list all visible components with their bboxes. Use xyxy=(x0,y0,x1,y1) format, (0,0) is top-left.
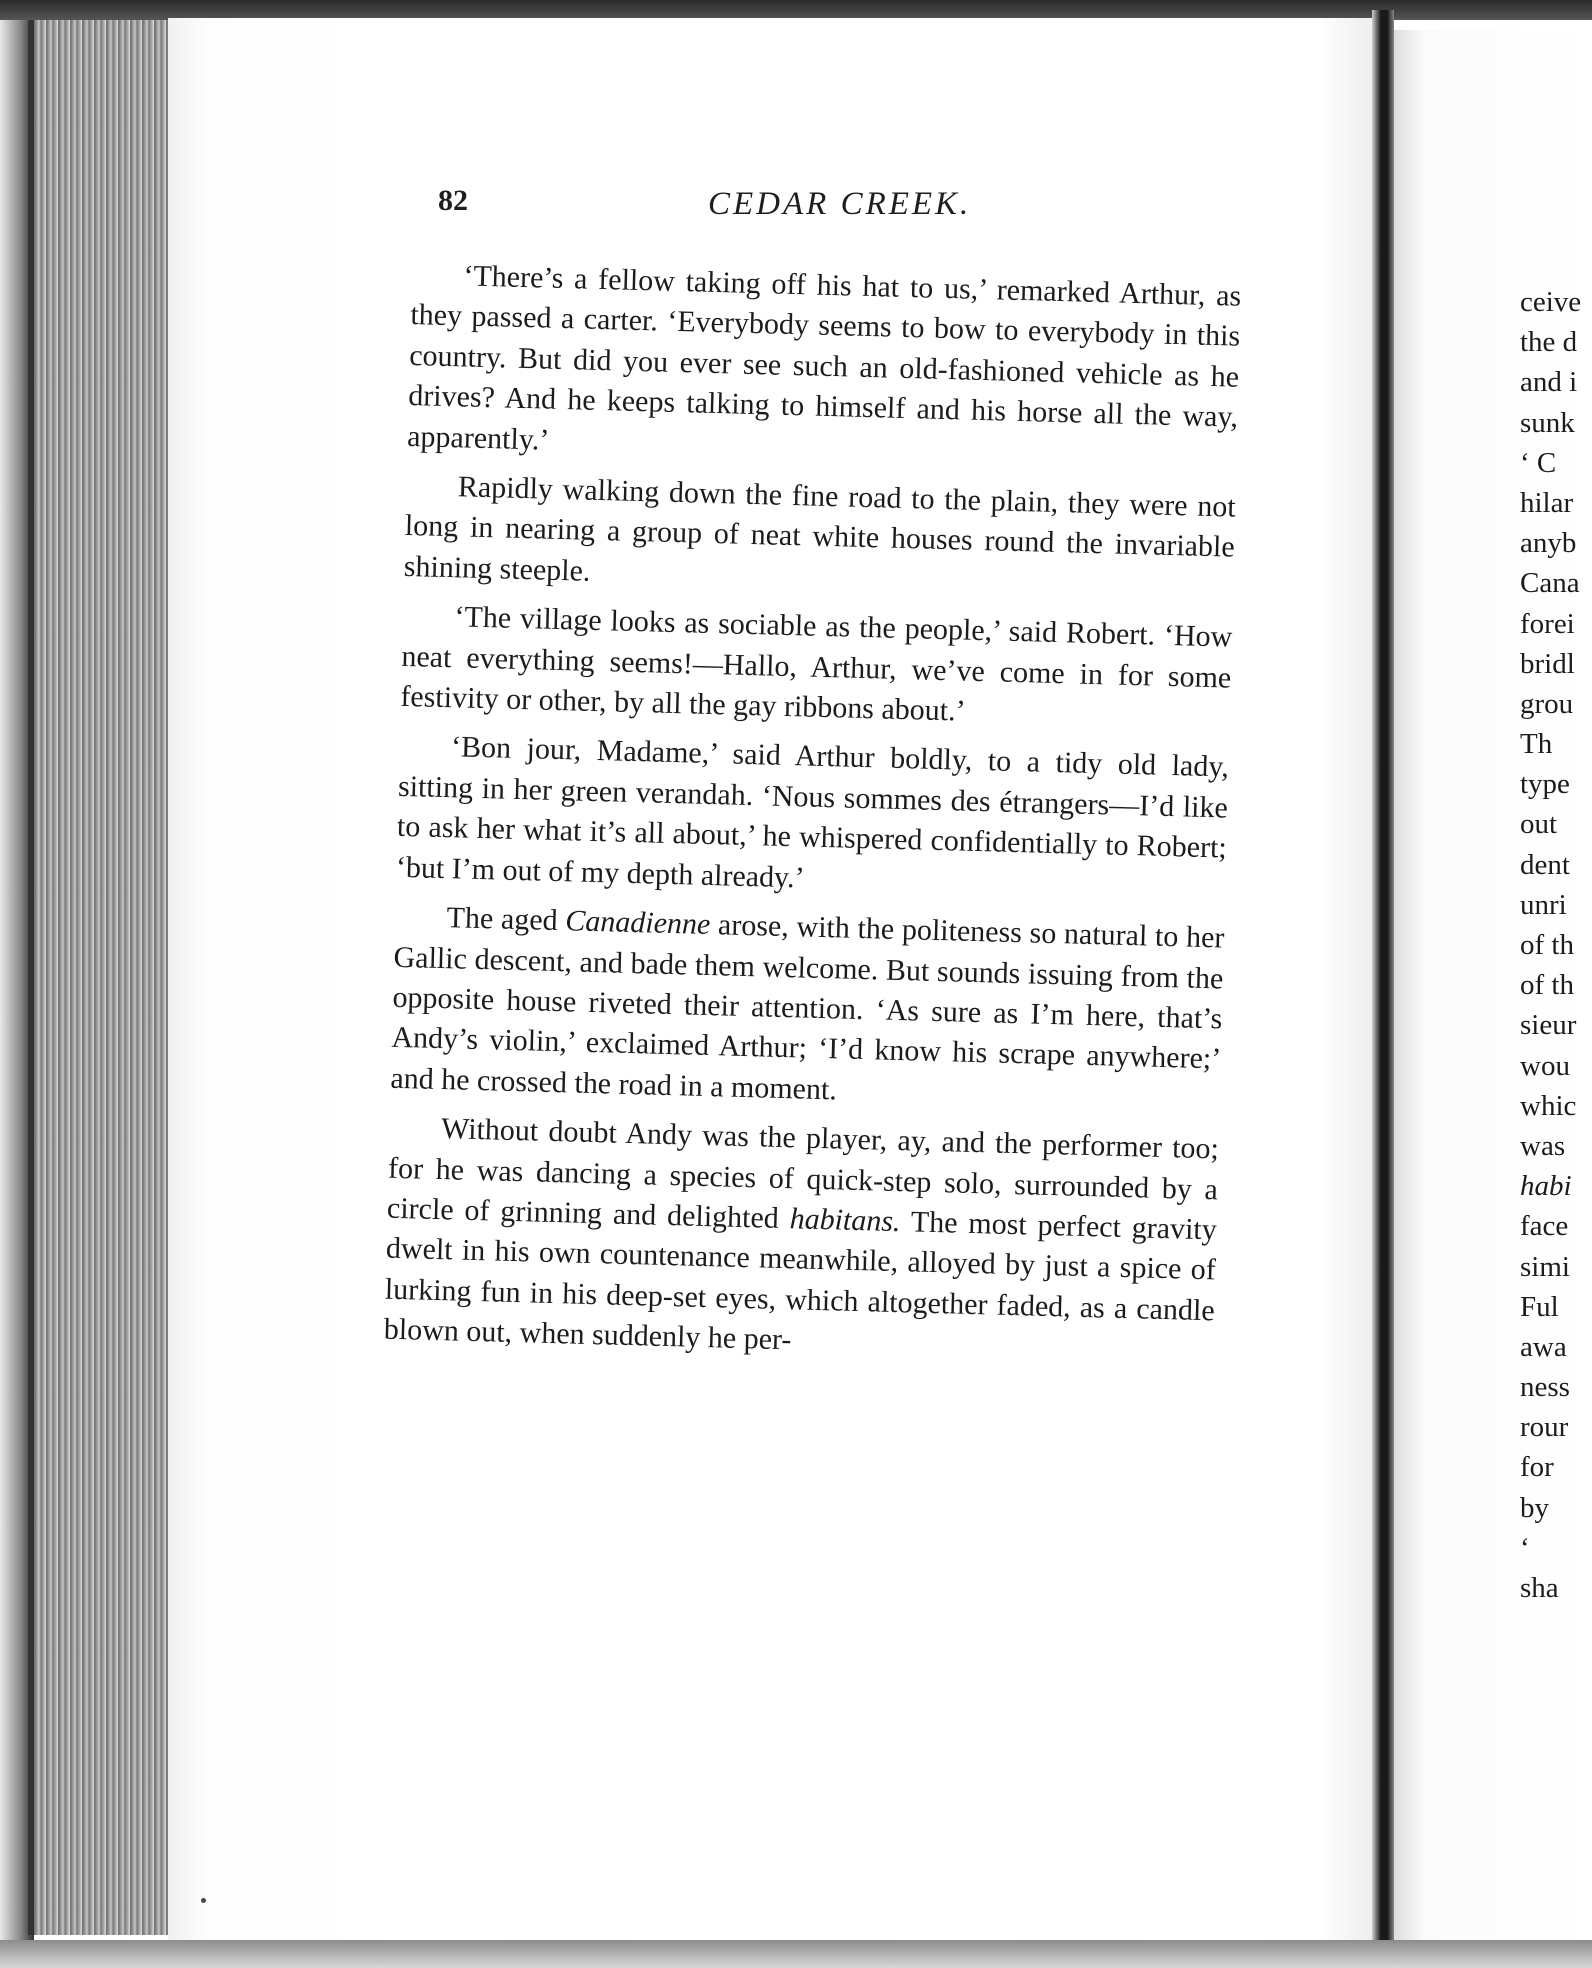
paragraph: Rapidly walking down the fine road to the plain, they were not long in nearing a group of neat white houses round the invariable shining steeple. xyxy=(403,470,1237,588)
facing-line: anyb xyxy=(1520,527,1577,560)
facing-line: the d xyxy=(1520,326,1578,359)
paragraph-text: Without doubt Andy was the player, ay, and the performer too; for he was dancing a species of quick-step solo, surrounded by a circle of grinning and delighted xyxy=(386,1112,1220,1236)
facing-line: ness xyxy=(1520,1371,1570,1404)
facing-line: ‘ C xyxy=(1520,446,1557,479)
ink-speck xyxy=(201,1898,206,1903)
facing-line: whic xyxy=(1520,1089,1577,1122)
facing-line: habi xyxy=(1520,1170,1572,1203)
paragraph xyxy=(390,897,1225,1121)
facing-line: dent xyxy=(1520,848,1570,881)
facing-line: sieur xyxy=(1520,1009,1577,1042)
facing-line: ceive xyxy=(1520,286,1582,318)
facing-line: Th xyxy=(1520,728,1553,761)
facing-line: hilar xyxy=(1520,486,1574,519)
facing-line: by xyxy=(1520,1491,1549,1524)
paragraph: ‘The village looks as sociable as the people,’ said Robert. ‘How neat everything seems!—Hallo, Arthur, we’ve come in for some festivity or other, by all the gay ribbons about.’ xyxy=(400,600,1233,728)
paragraph: ‘There’s a fellow taking off his hat to us,’ remarked Arthur, as they passed a carter. ‘Everybody seems to bow to everybody in this country. But did you ever see such an old-fashioned vehicle as he drives? And he keeps talking to himself and his horse all the way, apparently.’ xyxy=(406,259,1242,457)
facing-line: and i xyxy=(1520,366,1578,399)
facing-line: bridl xyxy=(1520,647,1575,680)
facing-line: was xyxy=(1520,1129,1566,1162)
facing-line: unri xyxy=(1520,888,1567,921)
facing-line: for xyxy=(1520,1451,1554,1484)
running-title: CEDAR CREEK. xyxy=(708,186,972,222)
facing-line: rour xyxy=(1520,1411,1569,1444)
facing-line: Ful xyxy=(1520,1290,1559,1323)
paragraph-text: arose, with the politeness so natural to her Gallic descent, and bade them welcome. But sounds issuing from the opposite house riveted their attention. ‘As sure as I’m here, that’s Andy’s violin,’ exclaimed Arthur; ‘I’d know his scrape anywhere;’ and he crossed the road in a moment. xyxy=(390,908,1225,1107)
facing-line: type xyxy=(1520,768,1570,801)
facing-line: wou xyxy=(1520,1049,1570,1082)
body-text xyxy=(383,255,1242,1381)
paragraph-text: The aged xyxy=(446,901,566,938)
facing-line: sha xyxy=(1520,1572,1559,1604)
page-header xyxy=(438,180,1218,230)
facing-line: face xyxy=(1520,1210,1569,1243)
italic-word: Canadienne xyxy=(564,904,711,942)
facing-page-text xyxy=(1520,282,1592,1608)
paragraph xyxy=(383,1108,1219,1372)
facing-line: simi xyxy=(1520,1250,1570,1283)
paragraph: ‘Bon jour, Madame,’ said Arthur boldly, to a tidy old lady, sitting in her green verandah. ‘Nous sommes des étrangers—I’d like to ask her what it’s all about,’ he whispered confidentially to Robert; ‘but I’m out of my depth already.’ xyxy=(395,730,1230,895)
facing-line: awa xyxy=(1520,1330,1567,1363)
scan-background-top xyxy=(0,0,1592,20)
facing-line: grou xyxy=(1520,687,1574,720)
facing-line: forei xyxy=(1520,607,1575,640)
facing-line: out xyxy=(1520,808,1558,841)
book-gutter xyxy=(1372,10,1394,1940)
facing-line: of th xyxy=(1520,929,1574,961)
page-number: 82 xyxy=(438,184,468,217)
scan-background-bottom xyxy=(0,1940,1592,1968)
facing-line: of th xyxy=(1520,969,1574,1002)
facing-line: ‘ xyxy=(1520,1531,1530,1564)
italic-word: habitans. xyxy=(789,1202,901,1239)
facing-line: sunk xyxy=(1520,406,1575,439)
paragraph-text: The most perfect gravity dwelt in his own countenance meanwhile, alloyed by just a spice of lurking fun in his deep-set eyes, which altogether faded, as a candle blown out, when suddenly he per- xyxy=(383,1205,1218,1357)
book-page-edges xyxy=(28,10,174,1935)
facing-line: Cana xyxy=(1520,567,1580,600)
